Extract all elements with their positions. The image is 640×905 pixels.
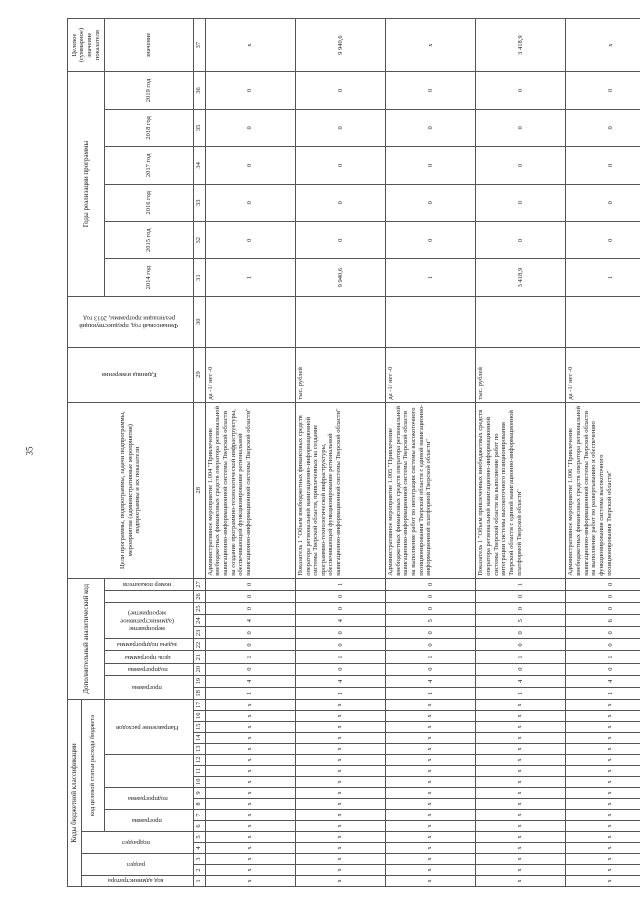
code-cell: x bbox=[205, 699, 295, 710]
code-cell: x bbox=[566, 699, 640, 710]
code-cell: x bbox=[566, 821, 640, 832]
column-number-cell: 14 bbox=[193, 733, 205, 744]
table-row bbox=[476, 19, 566, 887]
blank-code-header bbox=[104, 755, 193, 788]
year-value-cell: 0 bbox=[295, 147, 385, 184]
column-number-cell: 19 bbox=[193, 675, 205, 687]
code-cell: x bbox=[205, 722, 295, 733]
code-cell: x bbox=[386, 788, 476, 799]
analytic-code-cell: 0 bbox=[386, 590, 476, 602]
item-name-cell: Административное мероприятие 1.005 "Привлечение внебюджетных финансовых средств оператора региональной навигационно-информационной системы Тверской области на выполнение работ по интеграции системы высокоточного позиционирования Тверской области с единой навигационно-информационной платформой Тверской области" bbox=[386, 402, 476, 578]
code-cell: x bbox=[566, 843, 640, 854]
admin-code-header: код администратора bbox=[82, 876, 194, 887]
target-value-cell: 3 418,9 bbox=[476, 19, 566, 72]
column-number-cell: 11 bbox=[193, 766, 205, 777]
code-cell: x bbox=[476, 744, 566, 755]
column-number-cell: 13 bbox=[193, 744, 205, 755]
year-value-cell: 0 bbox=[295, 184, 385, 221]
code-cell: x bbox=[476, 699, 566, 710]
task-goal-header: цель программы bbox=[104, 651, 193, 663]
analytic-code-cell: 0 bbox=[566, 603, 640, 615]
analytic-code-cell: 5 bbox=[386, 615, 476, 627]
code-cell: x bbox=[205, 854, 295, 865]
code-cell: x bbox=[566, 876, 640, 887]
subprogram2-header: подпрограмма bbox=[104, 663, 193, 675]
analytic-code-cell: 0 bbox=[476, 590, 566, 602]
target-value-cell: x bbox=[386, 19, 476, 72]
analytic-code-cell: 0 bbox=[205, 627, 295, 639]
analytic-code-cell: 1 bbox=[295, 578, 385, 590]
code-cell: x bbox=[295, 744, 385, 755]
code-cell: x bbox=[476, 755, 566, 766]
code-cell: x bbox=[295, 711, 385, 722]
years-group-header: Годы реализации программы bbox=[68, 72, 105, 297]
code-cell: x bbox=[566, 854, 640, 865]
column-number-cell: 28 bbox=[193, 402, 205, 578]
code-cell: x bbox=[205, 810, 295, 821]
analytic-code-cell: 1 bbox=[476, 687, 566, 699]
column-number-cell: 29 bbox=[193, 347, 205, 402]
code-cell: x bbox=[295, 766, 385, 777]
event-header: мероприятие (административное мероприятие) bbox=[104, 603, 193, 639]
code-cell: x bbox=[295, 821, 385, 832]
analytic-code-cell: 4 bbox=[295, 675, 385, 687]
code-cell: x bbox=[205, 788, 295, 799]
direction-header: Направление расходов bbox=[104, 699, 193, 754]
year-value-cell: 0 bbox=[476, 109, 566, 146]
code-cell: x bbox=[476, 766, 566, 777]
base-year-value-cell bbox=[295, 296, 385, 347]
analytic-code-cell: 4 bbox=[295, 615, 385, 627]
analytic-code-cell: 0 bbox=[205, 603, 295, 615]
column-number-cell: 6 bbox=[193, 821, 205, 832]
column-number-cell: 7 bbox=[193, 810, 205, 821]
code-cell: x bbox=[386, 865, 476, 876]
code-cell: x bbox=[205, 733, 295, 744]
code-cell: x bbox=[386, 876, 476, 887]
code-cell: x bbox=[295, 832, 385, 843]
column-number-cell: 3 bbox=[193, 854, 205, 865]
year-value-cell: 0 bbox=[386, 184, 476, 221]
target-value-cell: x bbox=[205, 19, 295, 72]
year-value-cell: 0 bbox=[476, 184, 566, 221]
unit-cell: да -1/ нет -0 bbox=[566, 347, 640, 402]
code-cell: x bbox=[386, 733, 476, 744]
code-cell: x bbox=[386, 821, 476, 832]
analytic-code-cell: 4 bbox=[205, 615, 295, 627]
code-cell: x bbox=[386, 744, 476, 755]
base-year-value-cell bbox=[205, 296, 295, 347]
analytic-code-cell: 0 bbox=[566, 627, 640, 639]
table-row bbox=[205, 19, 295, 887]
code-cell: x bbox=[295, 733, 385, 744]
base-year-header: Финансовый год, предшествующий реализации программы, 2013 год bbox=[68, 296, 194, 347]
code-cell: x bbox=[566, 777, 640, 788]
analytic-code-cell: 5 bbox=[476, 615, 566, 627]
year-value-cell: 0 bbox=[386, 109, 476, 146]
column-number-cell: 35 bbox=[193, 109, 205, 146]
analytic-code-cell: 1 bbox=[205, 651, 295, 663]
target-value-cell: 9 940,6 bbox=[295, 19, 385, 72]
indicator-num-header: номер показателя bbox=[104, 578, 193, 590]
document-frame bbox=[67, 18, 623, 887]
unit-cell: тыс. рублей bbox=[295, 347, 385, 402]
analytic-code-cell: 0 bbox=[386, 639, 476, 651]
code-cell: x bbox=[295, 876, 385, 887]
code-cell: x bbox=[295, 843, 385, 854]
target-value-cell: x bbox=[566, 19, 640, 72]
analytic-code-cell: 1 bbox=[295, 687, 385, 699]
program-code-header: программа bbox=[104, 810, 193, 832]
code-cell: x bbox=[205, 832, 295, 843]
code-cell: x bbox=[386, 699, 476, 710]
analytic-code-cell: 0 bbox=[295, 663, 385, 675]
column-number-cell: 17 bbox=[193, 699, 205, 710]
analytic-code-cell: 0 bbox=[566, 578, 640, 590]
code-cell: x bbox=[386, 722, 476, 733]
column-number-cell: 9 bbox=[193, 788, 205, 799]
code-cell: x bbox=[386, 711, 476, 722]
column-number-cell: 4 bbox=[193, 843, 205, 854]
code-cell: x bbox=[205, 777, 295, 788]
target-group-header: Целевое (суммарное) значение показателя bbox=[68, 19, 105, 72]
analytic-code-cell: 0 bbox=[295, 627, 385, 639]
analytic-code-cell: 0 bbox=[476, 663, 566, 675]
year-value-cell: 0 bbox=[476, 147, 566, 184]
base-year-value-cell bbox=[566, 296, 640, 347]
code-cell: x bbox=[205, 865, 295, 876]
code-cell: x bbox=[386, 843, 476, 854]
year-value-cell: 0 bbox=[205, 109, 295, 146]
year-value-cell: 0 bbox=[205, 221, 295, 258]
code-cell: x bbox=[295, 854, 385, 865]
code-cell: x bbox=[476, 854, 566, 865]
column-number-cell: 30 bbox=[193, 296, 205, 347]
year-value-cell: 0 bbox=[566, 72, 640, 109]
code-cell: x bbox=[476, 832, 566, 843]
csr-header: код целевой статьи расхода бюджета bbox=[82, 699, 105, 831]
code-cell: x bbox=[476, 733, 566, 744]
code-cell: x bbox=[566, 799, 640, 810]
code-cell: x bbox=[295, 865, 385, 876]
analytic-code-cell: 0 bbox=[386, 603, 476, 615]
code-cell: x bbox=[295, 799, 385, 810]
item-name-cell: Показатель 1 "Объем привлеченных внебюджетных средств оператора региональной навигационно-информационной системы Тверской области на выполнение работ по интеграции системы высокоточного позиционирования Тверской области с единой навигационно-информационной платформой Тверской области" bbox=[476, 402, 566, 578]
analytic-code-cell: 1 bbox=[566, 651, 640, 663]
column-number-cell: 21 bbox=[193, 651, 205, 663]
code-cell: x bbox=[295, 722, 385, 733]
analytic-code-cell: 0 bbox=[566, 590, 640, 602]
year-value-cell: 0 bbox=[295, 109, 385, 146]
base-year-value-cell bbox=[476, 296, 566, 347]
column-number-cell: 26 bbox=[193, 590, 205, 602]
code-cell: x bbox=[476, 865, 566, 876]
year-value-cell: 0 bbox=[386, 72, 476, 109]
column-number-cell: 22 bbox=[193, 639, 205, 651]
column-number-cell: 27 bbox=[193, 578, 205, 590]
year-value-cell: 0 bbox=[566, 184, 640, 221]
code-cell: x bbox=[295, 788, 385, 799]
column-number-cell: 33 bbox=[193, 184, 205, 221]
column-number-cell: 2 bbox=[193, 865, 205, 876]
year-value-cell: 0 bbox=[566, 109, 640, 146]
item-name-cell: Административное мероприятие 1.006 "Привлечение внебюджетных финансовых средств оператора региональной навигационно-информационной системы Тверской области на выполнение работ по развертыванию и обеспечению функционирования системы высокоточного позиционирования Тверской области" bbox=[566, 402, 640, 578]
analytic-code-cell: 4 bbox=[476, 675, 566, 687]
code-cell: x bbox=[566, 733, 640, 744]
analytic-code-cell: 0 bbox=[295, 639, 385, 651]
column-number-cell: 37 bbox=[193, 19, 205, 72]
code-cell: x bbox=[476, 821, 566, 832]
code-cell: x bbox=[386, 777, 476, 788]
page-number: 35 bbox=[24, 446, 35, 456]
year-value-cell: 1 bbox=[566, 259, 640, 296]
code-cell: x bbox=[476, 876, 566, 887]
analytic-code-cell: 1 bbox=[205, 687, 295, 699]
column-number-cell: 36 bbox=[193, 72, 205, 109]
code-cell: x bbox=[205, 744, 295, 755]
column-number-cell: 16 bbox=[193, 711, 205, 722]
code-cell: x bbox=[566, 766, 640, 777]
code-cell: x bbox=[386, 810, 476, 821]
year-value-cell: 0 bbox=[205, 147, 295, 184]
analytic-code-cell: 0 bbox=[386, 578, 476, 590]
year-value-cell: 0 bbox=[205, 72, 295, 109]
analytic-code-cell: 0 bbox=[205, 663, 295, 675]
codes-group-header: Коды бюджетной классификации bbox=[68, 699, 82, 886]
code-cell: x bbox=[476, 711, 566, 722]
column-number-cell: 12 bbox=[193, 755, 205, 766]
analytic-code-cell: 1 bbox=[386, 687, 476, 699]
code-cell: x bbox=[566, 788, 640, 799]
subsection-header: подраздел bbox=[82, 832, 194, 854]
code-cell: x bbox=[476, 843, 566, 854]
table-row bbox=[386, 19, 476, 887]
code-cell: x bbox=[566, 865, 640, 876]
column-number-cell: 5 bbox=[193, 832, 205, 843]
code-cell: x bbox=[295, 777, 385, 788]
column-number-cell: 31 bbox=[193, 259, 205, 296]
year-value-cell: 0 bbox=[386, 147, 476, 184]
code-cell: x bbox=[205, 843, 295, 854]
code-cell: x bbox=[205, 755, 295, 766]
analytic-code-cell: 0 bbox=[566, 639, 640, 651]
year-value-cell: 0 bbox=[295, 221, 385, 258]
table-row bbox=[566, 19, 640, 887]
code-cell: x bbox=[295, 699, 385, 710]
code-cell: x bbox=[566, 722, 640, 733]
event-num-header bbox=[104, 590, 193, 602]
column-number-cell: 24 bbox=[193, 615, 205, 627]
base-year-value-cell bbox=[386, 296, 476, 347]
code-cell: x bbox=[476, 788, 566, 799]
rotated-table-container bbox=[67, 18, 623, 887]
analytic-code-cell: 1 bbox=[566, 687, 640, 699]
analytic-code-cell: 0 bbox=[295, 590, 385, 602]
section-header: раздел bbox=[82, 854, 194, 876]
analytic-code-cell: 0 bbox=[295, 603, 385, 615]
analytic-code-cell: 1 bbox=[476, 651, 566, 663]
year-value-cell: 0 bbox=[476, 221, 566, 258]
code-cell: x bbox=[476, 799, 566, 810]
analytic-code-cell: 4 bbox=[566, 675, 640, 687]
code-cell: x bbox=[205, 799, 295, 810]
task-sub-header: задача подпрограммы bbox=[104, 639, 193, 651]
item-name-cell: Административное мероприятие 1.004 "Привлечение внебюджетных финансовых средств оператора региональной навигационно-информационной системы Тверской области на создание программно-технологической инфраструктуры, обеспечивающей функционирование региональной навигационно-информационной системы Тверской области" bbox=[205, 402, 295, 578]
unit-cell: да -1/ нет -0 bbox=[386, 347, 476, 402]
column-number-cell: 10 bbox=[193, 777, 205, 788]
analytic-code-cell: 0 bbox=[476, 639, 566, 651]
year-2014-header: 2014 год bbox=[104, 259, 193, 296]
target-value-header: значение bbox=[104, 19, 193, 72]
code-cell: x bbox=[386, 832, 476, 843]
code-cell: x bbox=[566, 755, 640, 766]
year-value-cell: 0 bbox=[476, 72, 566, 109]
subprogram-code-header: подпрограмма bbox=[104, 788, 193, 810]
unit-column-header: Единица измерения bbox=[68, 347, 194, 402]
program2-header: программа bbox=[104, 675, 193, 699]
code-cell: x bbox=[205, 766, 295, 777]
code-cell: x bbox=[566, 744, 640, 755]
year-value-cell: 9 940,6 bbox=[295, 259, 385, 296]
column-number-cell: 25 bbox=[193, 603, 205, 615]
year-2018-header: 2018 год bbox=[104, 109, 193, 146]
code-cell: x bbox=[386, 766, 476, 777]
analytic-code-cell: 0 bbox=[205, 639, 295, 651]
code-cell: x bbox=[566, 711, 640, 722]
year-value-cell: 1 bbox=[386, 259, 476, 296]
analytic-code-cell: 0 bbox=[476, 603, 566, 615]
name-column-header: Цели программы, подпрограммы, задачи подпрограммы, мероприятия (административные мероприятия) подпрограммы и их показатели bbox=[68, 402, 194, 578]
year-value-cell: 0 bbox=[295, 72, 385, 109]
code-cell: x bbox=[386, 854, 476, 865]
analytic-code-cell: 0 bbox=[566, 663, 640, 675]
code-cell: x bbox=[476, 810, 566, 821]
analytic-code-cell: 0 bbox=[476, 627, 566, 639]
year-value-cell: 1 bbox=[205, 259, 295, 296]
year-2016-header: 2016 год bbox=[104, 184, 193, 221]
column-number-cell: 23 bbox=[193, 627, 205, 639]
column-number-cell: 1 bbox=[193, 876, 205, 887]
column-numbers-row bbox=[193, 19, 205, 887]
code-cell: x bbox=[476, 777, 566, 788]
column-number-cell: 18 bbox=[193, 687, 205, 699]
analytic-code-cell: 0 bbox=[205, 578, 295, 590]
year-value-cell: 3 418,9 bbox=[476, 259, 566, 296]
code-cell: x bbox=[476, 722, 566, 733]
code-cell: x bbox=[566, 810, 640, 821]
analytic-code-cell: 0 bbox=[205, 590, 295, 602]
year-value-cell: 0 bbox=[386, 221, 476, 258]
table-body bbox=[205, 19, 640, 887]
program-indicator-table bbox=[67, 18, 640, 887]
analytic-code-cell: 6 bbox=[566, 615, 640, 627]
year-2019-header: 2019 год bbox=[104, 72, 193, 109]
analytic-code-cell: 4 bbox=[205, 675, 295, 687]
code-cell: x bbox=[386, 799, 476, 810]
analytic-code-cell: 4 bbox=[386, 675, 476, 687]
column-number-cell: 34 bbox=[193, 147, 205, 184]
analytic-code-cell: 0 bbox=[386, 627, 476, 639]
code-cell: x bbox=[205, 876, 295, 887]
code-cell: x bbox=[566, 832, 640, 843]
unit-cell: тыс. рублей bbox=[476, 347, 566, 402]
analytic-code-cell: 1 bbox=[476, 578, 566, 590]
analytic-code-cell: 0 bbox=[386, 663, 476, 675]
code-cell: x bbox=[295, 810, 385, 821]
column-number-cell: 15 bbox=[193, 722, 205, 733]
code-cell: x bbox=[205, 711, 295, 722]
year-2017-header: 2017 год bbox=[104, 147, 193, 184]
analytic-code-cell: 1 bbox=[295, 651, 385, 663]
year-2015-header: 2015 год bbox=[104, 221, 193, 258]
column-number-cell: 20 bbox=[193, 663, 205, 675]
item-name-cell: Показатель 1 "Объем внебюджетных финансовых средств оператора региональной навигационно-информационной системы Тверской области, привлеченных на создание программно-технологической инфраструктуры, обеспечивающей функционирование региональной навигационно-информационной системы Тверской области" bbox=[295, 402, 385, 578]
column-number-cell: 8 bbox=[193, 799, 205, 810]
code-cell: x bbox=[295, 755, 385, 766]
code-cell: x bbox=[386, 755, 476, 766]
unit-cell: да -1/ нет -0 bbox=[205, 347, 295, 402]
year-value-cell: 0 bbox=[566, 221, 640, 258]
year-value-cell: 0 bbox=[205, 184, 295, 221]
additional-code-header: Дополнительный аналитический код bbox=[68, 578, 105, 699]
table-row bbox=[295, 19, 385, 887]
year-value-cell: 0 bbox=[566, 147, 640, 184]
analytic-code-cell: 1 bbox=[386, 651, 476, 663]
code-cell: x bbox=[205, 821, 295, 832]
column-number-cell: 32 bbox=[193, 221, 205, 258]
